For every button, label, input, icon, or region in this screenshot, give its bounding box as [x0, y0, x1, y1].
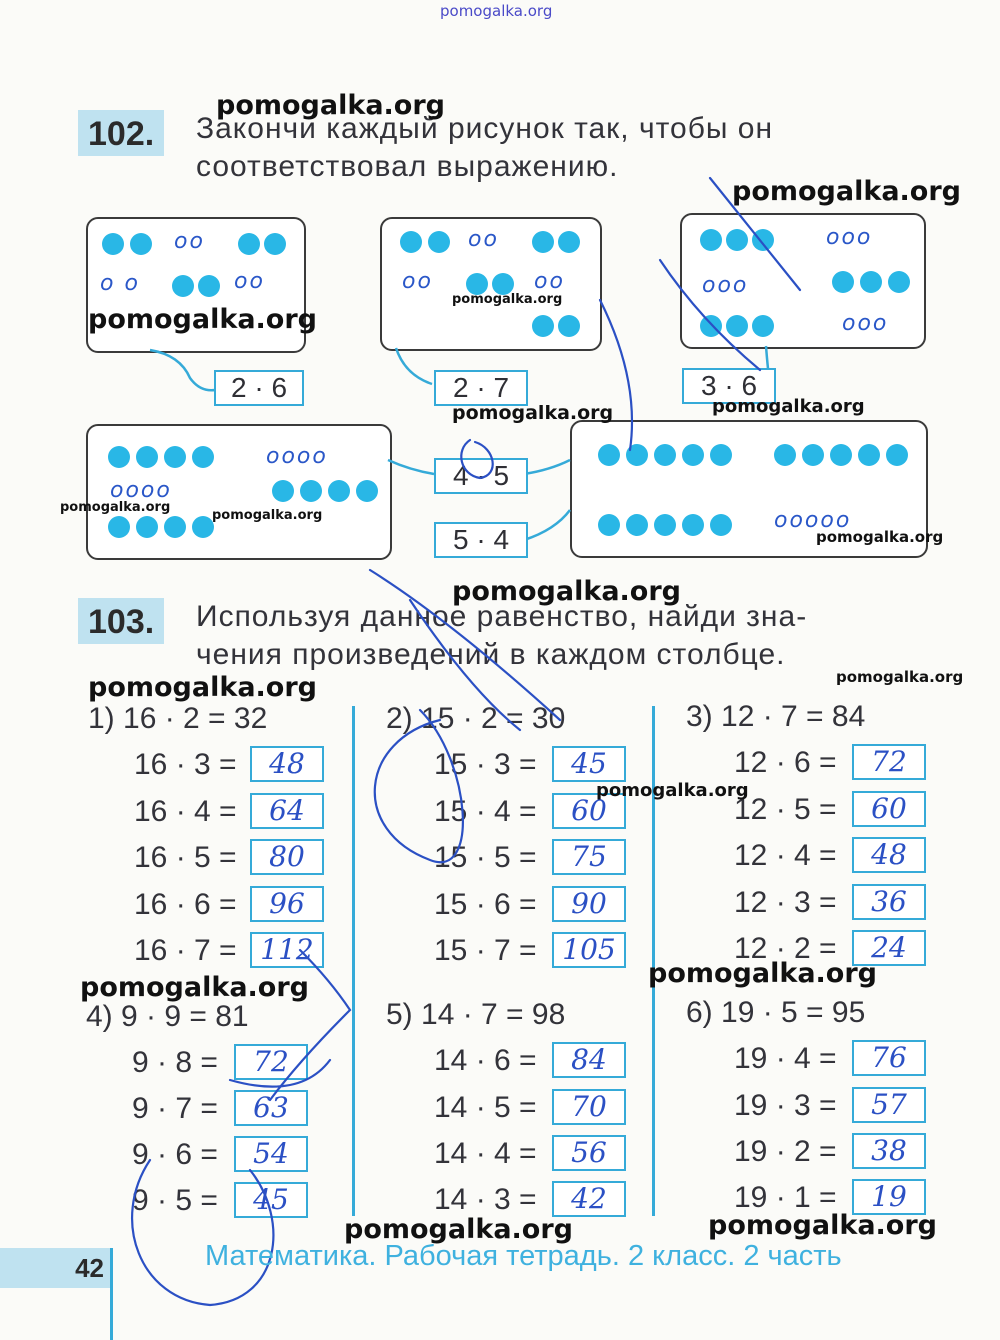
- watermark: pomogalka.org: [80, 972, 309, 1003]
- answer-box: 80: [250, 839, 324, 875]
- answer-box: 63: [234, 1090, 308, 1126]
- product-expression: 15 · 5 =: [434, 841, 537, 874]
- empty-circles: oo: [174, 229, 205, 254]
- answer-box: 105: [552, 932, 626, 968]
- expression-box: 2 · 7: [434, 370, 528, 406]
- watermark: pomogalka.org: [452, 576, 681, 607]
- watermark: pomogalka.org: [344, 1214, 573, 1245]
- empty-circles: o o: [100, 271, 140, 296]
- product-expression: 9 · 7 =: [132, 1092, 218, 1125]
- answer-box: 60: [552, 793, 626, 829]
- empty-circles: oo: [534, 269, 565, 294]
- answer-box: 36: [852, 884, 926, 920]
- watermark: pomogalka.org: [648, 958, 877, 989]
- product-expression: 12 · 6 =: [734, 746, 837, 779]
- watermark: pomogalka.org: [452, 402, 614, 424]
- product-expression: 15 · 4 =: [434, 795, 537, 828]
- product-expression: 16 · 3 =: [134, 748, 237, 781]
- answer-box: 76: [852, 1040, 926, 1076]
- empty-circles: ooo: [702, 273, 749, 298]
- watermark-top: pomogalka.org: [440, 2, 553, 20]
- answer-box: 38: [852, 1133, 926, 1169]
- answer-box: 90: [552, 886, 626, 922]
- answer-box: 60: [852, 791, 926, 827]
- dot-picture-3: [680, 213, 926, 349]
- task-102-text-line2: соответствовал выражению.: [196, 150, 619, 183]
- product-expression: 19 · 2 =: [734, 1135, 837, 1168]
- answer-box: 54: [234, 1136, 308, 1172]
- watermark: pomogalka.org: [712, 396, 865, 417]
- book-title: Математика. Рабочая тетрадь. 2 класс. 2 часть: [205, 1240, 842, 1272]
- empty-circles: ooo: [826, 225, 873, 250]
- answer-box: 75: [552, 839, 626, 875]
- answer-box: 64: [250, 793, 324, 829]
- page-number: 42: [0, 1248, 112, 1288]
- empty-circles: ooo: [842, 311, 889, 336]
- product-expression: 14 · 4 =: [434, 1137, 537, 1170]
- answer-box: 72: [852, 744, 926, 780]
- task-103-text-line1: Используя данное равенство, найди зна-: [196, 600, 808, 633]
- watermark: pomogalka.org: [452, 292, 563, 307]
- product-expression: 16 · 6 =: [134, 888, 237, 921]
- answer-box: 45: [552, 746, 626, 782]
- empty-circles: oo: [234, 269, 265, 294]
- answer-box: 84: [552, 1042, 626, 1078]
- answer-box: 19: [852, 1179, 926, 1215]
- answer-box: 96: [250, 886, 324, 922]
- product-expression: 16 · 4 =: [134, 795, 237, 828]
- product-expression: 9 · 8 =: [132, 1046, 218, 1079]
- watermark: pomogalka.org: [88, 672, 317, 703]
- answer-box: 24: [852, 930, 926, 966]
- expression-box: 2 · 6: [214, 370, 304, 406]
- watermark: pomogalka.org: [836, 668, 964, 686]
- product-expression: 16 · 5 =: [134, 841, 237, 874]
- answer-box: 70: [552, 1089, 626, 1125]
- given-equation: 4) 9 · 9 = 81: [86, 1000, 249, 1033]
- watermark: pomogalka.org: [212, 508, 323, 523]
- column-divider: [352, 706, 355, 1216]
- watermark: pomogalka.org: [88, 304, 317, 335]
- watermark: pomogalka.org: [60, 500, 171, 515]
- page-number-line: [110, 1248, 113, 1340]
- given-equation: 5) 14 · 7 = 98: [386, 998, 566, 1031]
- product-expression: 16 · 7 =: [134, 934, 237, 967]
- empty-circles: oooo: [266, 444, 328, 469]
- answer-box: 57: [852, 1087, 926, 1123]
- task-103-text-line2: чения произведений в каждом столбце.: [196, 638, 786, 671]
- answer-box: 112: [250, 932, 324, 968]
- given-equation: 2) 15 · 2 = 30: [386, 702, 566, 735]
- answer-box: 48: [250, 746, 324, 782]
- answer-box: 56: [552, 1135, 626, 1171]
- product-expression: 15 · 7 =: [434, 934, 537, 967]
- empty-circles: oooo: [110, 478, 172, 503]
- watermark: pomogalka.org: [708, 1210, 937, 1241]
- product-expression: 12 · 3 =: [734, 886, 837, 919]
- product-expression: 12 · 5 =: [734, 793, 837, 826]
- product-expression: 9 · 6 =: [132, 1138, 218, 1171]
- dot-picture-4: [86, 424, 392, 560]
- watermark: pomogalka.org: [732, 176, 961, 207]
- product-expression: 9 · 5 =: [132, 1184, 218, 1217]
- empty-circles: oo: [468, 227, 499, 252]
- task-102-number: 102.: [78, 110, 164, 156]
- watermark: pomogalka.org: [596, 780, 749, 801]
- watermark: pomogalka.org: [216, 90, 445, 121]
- answer-box: 72: [234, 1044, 308, 1080]
- given-equation: 3) 12 · 7 = 84: [686, 700, 866, 733]
- answer-box: 42: [552, 1181, 626, 1217]
- product-expression: 19 · 3 =: [734, 1089, 837, 1122]
- expression-box: 3 · 6: [682, 368, 776, 404]
- given-equation: 1) 16 · 2 = 32: [88, 702, 268, 735]
- task-103-number: 103.: [78, 598, 164, 644]
- empty-circles: ooooo: [774, 508, 852, 533]
- answer-box: 45: [234, 1182, 308, 1218]
- product-expression: 12 · 2 =: [734, 932, 837, 965]
- empty-circles: oo: [402, 269, 433, 294]
- product-expression: 14 · 6 =: [434, 1044, 537, 1077]
- product-expression: 14 · 5 =: [434, 1091, 537, 1124]
- expression-box: 5 · 4: [434, 522, 528, 558]
- answer-box: 48: [852, 837, 926, 873]
- dot-picture-2: [380, 217, 602, 351]
- product-expression: 14 · 3 =: [434, 1183, 537, 1216]
- product-expression: 19 · 4 =: [734, 1042, 837, 1075]
- watermark: pomogalka.org: [816, 528, 944, 546]
- given-equation: 6) 19 · 5 = 95: [686, 996, 866, 1029]
- product-expression: 12 · 4 =: [734, 839, 837, 872]
- product-expression: 15 · 6 =: [434, 888, 537, 921]
- product-expression: 19 · 1 =: [734, 1181, 837, 1214]
- expression-box: 4 · 5: [434, 458, 528, 494]
- product-expression: 15 · 3 =: [434, 748, 537, 781]
- task-102-text-line1: Закончи каждый рисунок так, чтобы он: [196, 112, 774, 145]
